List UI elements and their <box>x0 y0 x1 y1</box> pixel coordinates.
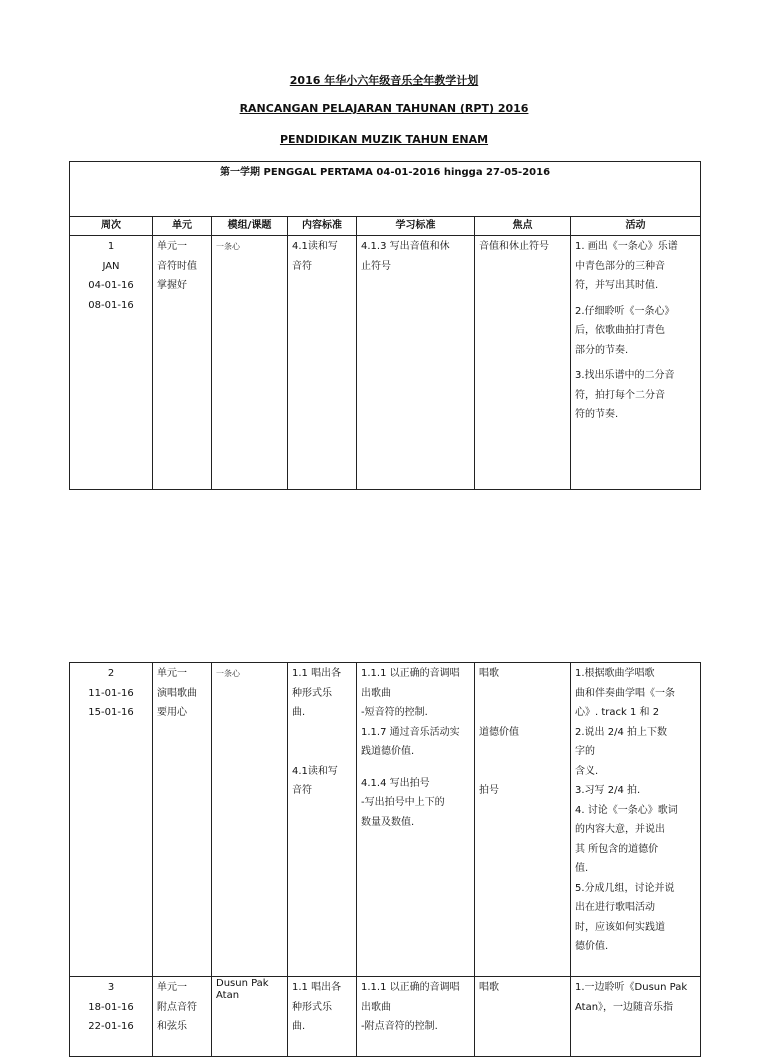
activity-line: 1.根据歌曲学唱歌 <box>575 668 655 679</box>
term-row <box>70 162 701 217</box>
unit-cell <box>153 977 212 1057</box>
content-line: 种形式乐 <box>292 1001 332 1013</box>
learning-line: 1.1.1 以正确的音调唱 <box>361 982 460 993</box>
plan-table-1 <box>69 161 701 490</box>
content-line: 4.1读和写 <box>292 241 338 252</box>
module-text: Atan <box>216 990 240 1001</box>
activity-line: 符，并写出其时值. <box>575 280 659 291</box>
activity-line: 含义. <box>575 765 599 777</box>
learning-line: -写出拍号中上下的 <box>361 797 445 808</box>
learning-line: -附点音符的控制. <box>361 1021 438 1032</box>
content-line: 曲. <box>292 1021 306 1032</box>
week-month: JAN <box>102 260 120 272</box>
module-text: 一条心 <box>216 242 240 251</box>
activity-line: 中青色部分的三种音 <box>575 260 665 272</box>
activity-line: 2.仔细聆听《一条心》 <box>575 305 675 317</box>
column-header-row <box>70 217 701 236</box>
activity-line: 出在进行歌唱活动 <box>575 902 655 913</box>
week-end: 08-01-16 <box>88 299 134 311</box>
unit-line: 附点音符 <box>157 1001 197 1013</box>
unit-line: 单元一 <box>157 241 187 252</box>
week-start: 18-01-16 <box>88 1001 134 1013</box>
document-title: 2016 年华小六年级音乐全年教学计划 <box>289 74 479 87</box>
activity-line: 心》. track 1 和 2 <box>575 707 660 718</box>
learning-line: 数量及数值. <box>361 816 415 828</box>
focus-cell <box>475 663 571 977</box>
content-standard-cell <box>288 663 357 977</box>
subject-title: PENDIDIKAN MUZIK TAHUN ENAM <box>279 133 489 146</box>
content-line: 1.1 唱出各 <box>292 982 342 993</box>
col-activity: 活动 <box>571 217 701 236</box>
activity-line: 3.习写 2/4 拍. <box>575 785 641 796</box>
learning-line: 1.1.1 以正确的音调唱 <box>361 668 460 679</box>
module-cell <box>212 663 288 977</box>
focus-text: 唱歌 <box>479 668 499 679</box>
content-standard-cell <box>288 236 357 490</box>
activity-line: 德价值. <box>575 941 609 952</box>
learning-line: 4.1.3 写出音值和休 <box>361 241 450 252</box>
activity-line: 2.说出 2/4 拍上下数 <box>575 726 667 738</box>
week-number: 3 <box>107 982 115 993</box>
unit-cell <box>153 236 212 490</box>
learning-line: 4.1.4 写出拍号 <box>361 777 430 789</box>
col-learning-standard: 学习标准 <box>357 217 475 236</box>
module-cell <box>212 236 288 490</box>
activity-line: 1.一边聆听《Dusun Pak <box>575 982 688 993</box>
learning-line: 止符号 <box>361 260 391 272</box>
week-cell <box>70 977 153 1057</box>
week-cell <box>70 236 153 490</box>
week-cell <box>70 663 153 977</box>
col-week: 周次 <box>70 217 153 236</box>
activity-line: 部分的节奏. <box>575 344 629 356</box>
focus-text: 唱歌 <box>479 982 499 993</box>
col-unit: 单元 <box>153 217 212 236</box>
learning-line: 出歌曲 <box>361 687 391 699</box>
activity-cell <box>571 663 701 977</box>
activity-line: 值. <box>575 863 589 874</box>
activity-line: 曲和伴奏曲学唱《一条 <box>575 687 675 699</box>
week-start: 11-01-16 <box>88 687 134 699</box>
focus-cell <box>475 977 571 1057</box>
learning-standard-cell <box>357 977 475 1057</box>
activity-line: 时，应该如何实践道 <box>575 921 665 933</box>
table-row <box>70 663 701 977</box>
week-number: 2 <box>107 668 115 679</box>
week-end: 22-01-16 <box>88 1021 134 1032</box>
document-subtitle: RANCANGAN PELAJARAN TAHUNAN (RPT) 2016 <box>239 102 529 115</box>
unit-line: 掌握好 <box>157 280 187 291</box>
activity-line: 后，依歌曲拍打青色 <box>575 325 665 336</box>
content-line: 音符 <box>292 785 312 796</box>
unit-line: 和弦乐 <box>157 1021 187 1032</box>
activity-line: 其 所包含的道德价 <box>575 843 659 855</box>
unit-line: 单元一 <box>157 982 187 993</box>
unit-line: 音符时值 <box>157 260 197 272</box>
activity-line: 符的节奏. <box>575 409 619 420</box>
activity-line: 3.找出乐谱中的二分音 <box>575 370 675 381</box>
col-content-standard: 内容标准 <box>288 217 357 236</box>
plan-table-2 <box>69 662 701 1057</box>
learning-line: 践道德价值. <box>361 746 415 757</box>
content-line: 曲. <box>292 707 306 718</box>
activity-line: Atan》，一边随音乐指 <box>575 1001 674 1013</box>
focus-text: 音值和休止符号 <box>479 241 549 252</box>
activity-line: 1. 画出《一条心》乐谱 <box>575 241 678 252</box>
term-header: 第一学期 PENGGAL PERTAMA 04-01-2016 hingga 27-05-2016 <box>70 162 701 217</box>
content-line: 种形式乐 <box>292 687 332 699</box>
activity-line: 的内容大意，并说出 <box>575 824 665 835</box>
focus-text: 道德价值 <box>479 726 519 738</box>
unit-line: 单元一 <box>157 668 187 679</box>
activity-line: 符，拍打每个二分音 <box>575 389 665 401</box>
content-standard-cell <box>288 977 357 1057</box>
focus-cell <box>475 236 571 490</box>
content-line: 1.1 唱出各 <box>292 668 342 679</box>
col-focus: 焦点 <box>475 217 571 236</box>
activity-line: 4. 讨论《一条心》歌词 <box>575 804 678 816</box>
learning-standard-cell <box>357 236 475 490</box>
module-text: Dusun Pak <box>216 978 269 989</box>
module-text: 一条心 <box>216 669 240 678</box>
learning-line: -短音符的控制. <box>361 707 428 718</box>
learning-line: 1.1.7 通过音乐活动实 <box>361 726 460 738</box>
unit-cell <box>153 663 212 977</box>
col-module: 模组/课题 <box>212 217 288 236</box>
activity-cell <box>571 977 701 1057</box>
activity-line: 5.分成几组，讨论并说 <box>575 882 675 894</box>
content-line: 音符 <box>292 260 312 272</box>
activity-line: 字的 <box>575 746 595 757</box>
week-end: 15-01-16 <box>88 707 134 718</box>
unit-line: 要用心 <box>157 707 187 718</box>
unit-line: 演唱歌曲 <box>157 687 197 699</box>
content-line: 4.1读和写 <box>292 765 338 777</box>
learning-line: 出歌曲 <box>361 1001 391 1013</box>
week-start: 04-01-16 <box>88 280 134 291</box>
activity-cell <box>571 236 701 490</box>
table-row <box>70 236 701 490</box>
table-row <box>70 977 701 1057</box>
module-cell <box>212 977 288 1057</box>
week-number: 1 <box>107 241 115 252</box>
focus-text: 拍号 <box>479 785 499 796</box>
learning-standard-cell <box>357 663 475 977</box>
